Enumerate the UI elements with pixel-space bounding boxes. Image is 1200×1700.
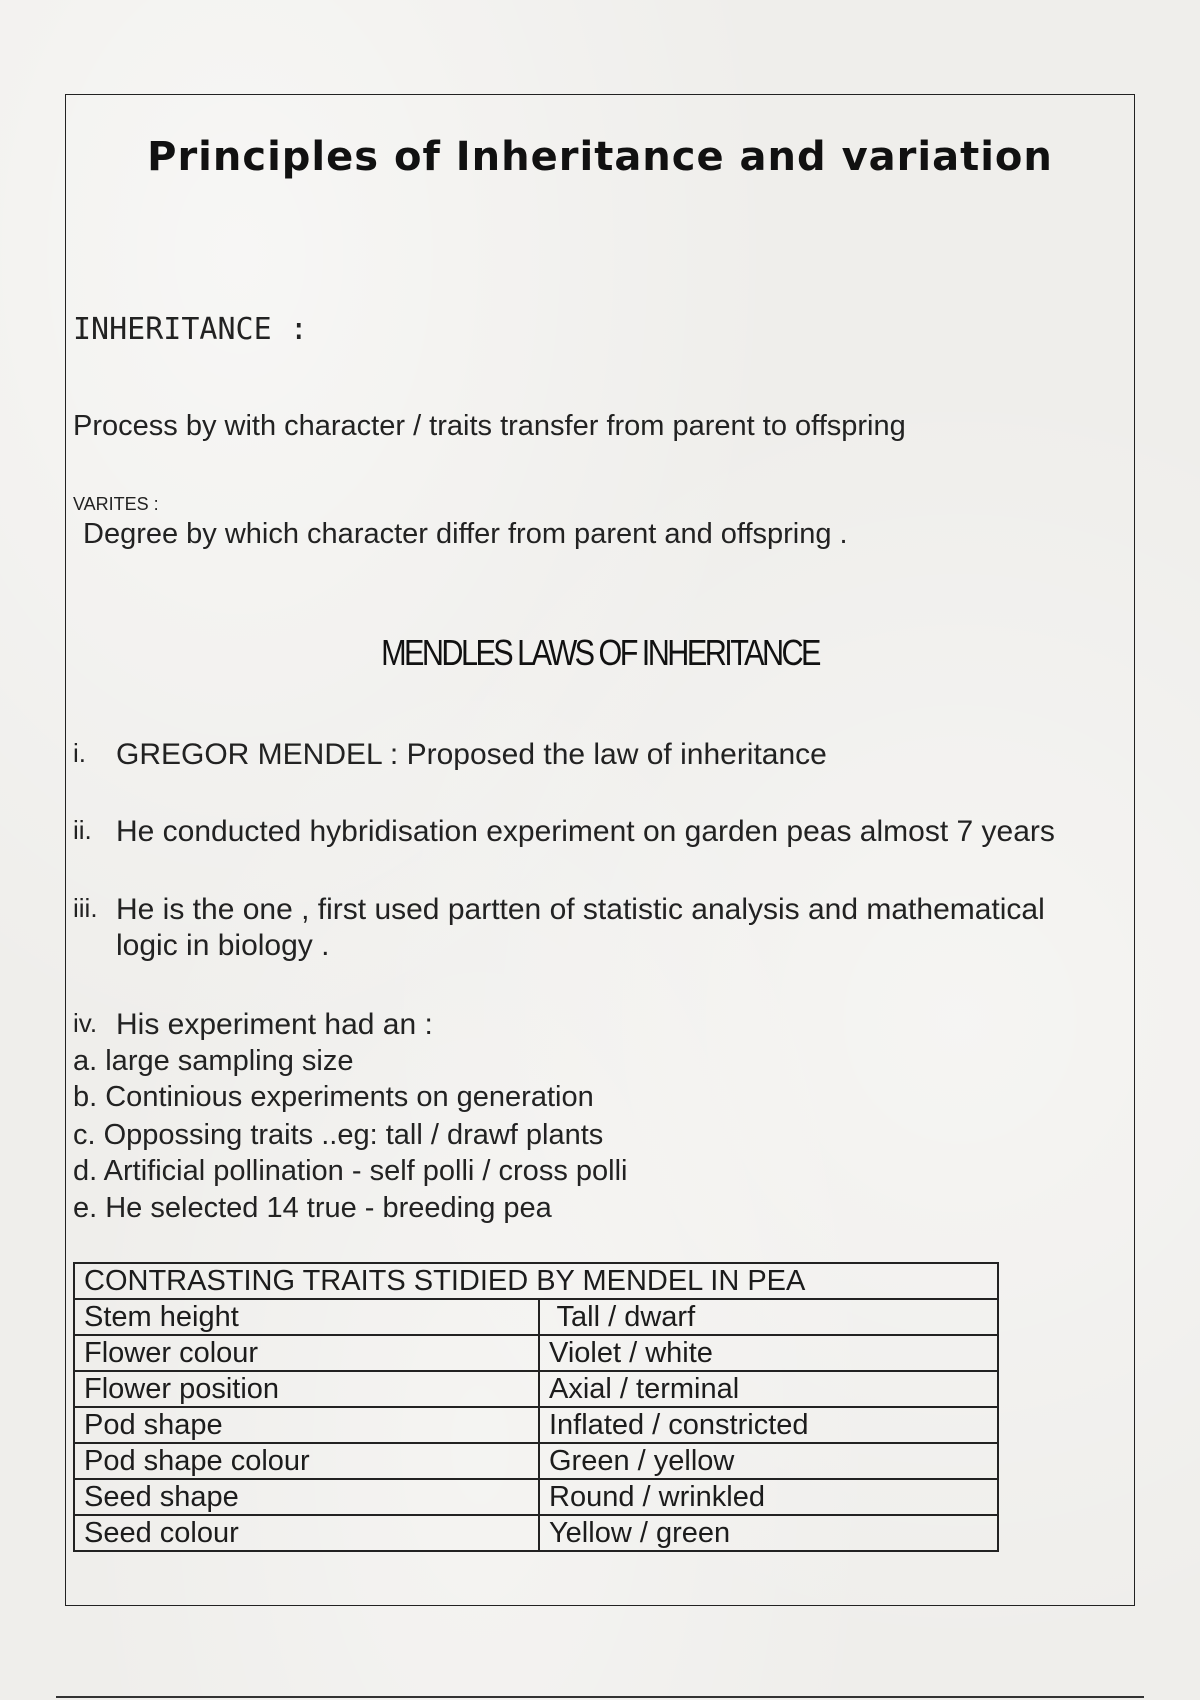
inheritance-definition: Process by with character / traits transfer from parent to offspring — [73, 410, 906, 442]
trait-cell: Seed shape — [74, 1479, 539, 1515]
point-text: He conducted hybridisation experiment on garden peas almost 7 years — [116, 815, 1055, 848]
sub-point: c. Oppossing traits ..eg: tall / drawf plants — [73, 1119, 604, 1151]
trait-values-cell: Yellow / green — [539, 1515, 998, 1551]
table-row — [74, 1407, 998, 1443]
varites-definition: Degree by which character differ from parent and offspring . — [83, 518, 848, 550]
point-text: He is the one , first used partten of statistic analysis and mathematical — [116, 893, 1045, 926]
table-row — [74, 1335, 998, 1371]
trait-cell: Seed colour — [74, 1515, 539, 1551]
trait-cell: Pod shape — [74, 1407, 539, 1443]
sub-point: b. Continious experiments on generation — [73, 1081, 594, 1113]
point-number: i. — [73, 738, 86, 768]
table-row — [74, 1299, 998, 1335]
point-number: iii. — [73, 893, 98, 923]
sub-point: a. large sampling size — [73, 1045, 354, 1077]
trait-values-cell: Round / wrinkled — [539, 1479, 998, 1515]
trait-cell: Flower colour — [74, 1335, 539, 1371]
table-header-row — [74, 1263, 998, 1299]
trait-cell: Stem height — [74, 1299, 539, 1335]
sub-point: d. Artificial pollination - self polli / cross polli — [73, 1155, 628, 1187]
trait-values-cell: Green / yellow — [539, 1443, 998, 1479]
contrasting-traits-table — [73, 1262, 999, 1552]
table-row — [74, 1371, 998, 1407]
trait-cell: Pod shape colour — [74, 1443, 539, 1479]
table-row — [74, 1479, 998, 1515]
point-number: iv. — [73, 1008, 98, 1038]
sub-point: e. He selected 14 true - breeding pea — [73, 1192, 552, 1224]
varites-label: VARITES : — [73, 494, 159, 514]
inheritance-heading: INHERITANCE : — [73, 312, 308, 347]
trait-values-cell: Inflated / constricted — [539, 1407, 998, 1443]
table-row — [74, 1515, 998, 1551]
point-text-continued: logic in biology . — [116, 929, 330, 962]
point-number: ii. — [73, 815, 92, 845]
trait-cell: Flower position — [74, 1371, 539, 1407]
table-row — [74, 1443, 998, 1479]
table-header: CONTRASTING TRAITS STIDIED BY MENDEL IN PEA — [74, 1263, 998, 1299]
trait-values-cell: Tall / dwarf — [539, 1299, 998, 1335]
point-text: His experiment had an : — [116, 1008, 433, 1041]
bottom-divider — [56, 1696, 1144, 1698]
trait-values-cell: Violet / white — [539, 1335, 998, 1371]
page-title: Principles of Inheritance and variation — [147, 134, 1053, 180]
trait-values-cell: Axial / terminal — [539, 1371, 998, 1407]
point-text: GREGOR MENDEL : Proposed the law of inheritance — [116, 738, 827, 771]
mendel-laws-heading: MENDLES LAWS OF INHERITANCE — [381, 632, 819, 673]
